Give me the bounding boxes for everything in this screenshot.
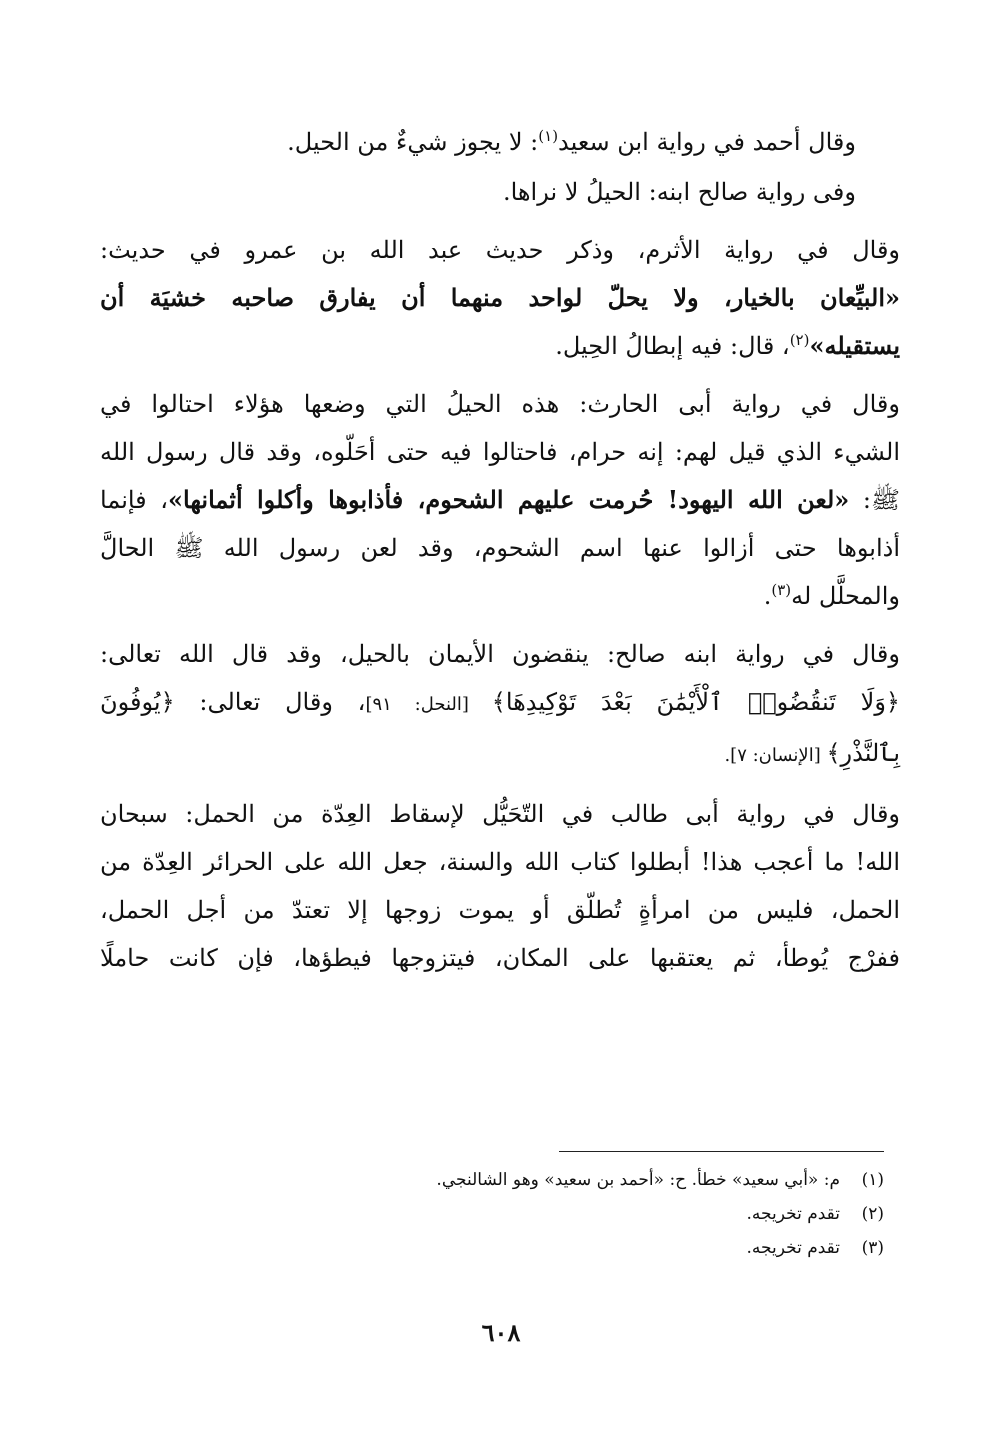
- page-body: [100, 118, 900, 992]
- paragraph-5-line-3: [100, 729, 900, 780]
- paragraph-6-line-2: الله! ما أعجب هذا! أبطلوا كتاب الله والسنة، جعل الله على الحرائر العِدّة من: [100, 848, 900, 876]
- paragraph-4-line-5-text: والمحلَّل له: [791, 582, 900, 610]
- footnote-2: [184, 1197, 884, 1231]
- footnote-2-number: (٢): [861, 1204, 884, 1224]
- paragraph-1-text-b: : لا يجوز شيءٌ من الحيل.: [287, 128, 539, 156]
- paragraph-4-line-3: [100, 476, 900, 524]
- paragraph-4-line-5-end: .: [763, 582, 772, 610]
- paragraph-4-line-5: [100, 572, 900, 620]
- paragraph-1-text-a: وقال أحمد في رواية ابن سعيد: [558, 128, 856, 156]
- paragraph-5-line-2-rest: ، وقال تعالى:: [174, 688, 366, 716]
- verse-ref-2: [الإنسان: ٧].: [724, 745, 827, 766]
- footnote-2-text: تقدم تخريجه.: [746, 1204, 840, 1224]
- footnote-divider: [559, 1151, 884, 1152]
- footnote-ref-3[interactable]: (٣): [771, 581, 792, 599]
- footnote-1: [184, 1163, 884, 1197]
- paragraph-3-line-3: [100, 322, 900, 370]
- paragraph-4-line-1: وقال في رواية أبى الحارث: هذه الحيلُ التي وضعها هؤلاء احتالوا في: [100, 390, 900, 418]
- paragraph-3-line-3-rest: ، قال: فيه إبطالُ الحِيل.: [555, 332, 790, 360]
- paragraph-4-line-4: أذابوها حتى أزالوا عنها اسم الشحوم، وقد لعن رسول الله ﷺ الحالَّ: [100, 534, 900, 562]
- paragraph-3-line-1: وقال في رواية الأثرم، وذكر حديث عبد الله بن عمرو في حديث:: [100, 236, 900, 264]
- quran-verse-2-end: بِٱلنَّذْرِ﴾: [826, 739, 900, 767]
- paragraph-3: [100, 226, 900, 370]
- footnote-1-number: (١): [861, 1170, 884, 1190]
- paragraph-5-line-1: وقال في رواية ابنه صالح: ينقضون الأيمان بالحيل، وقد قال الله تعالى:: [100, 640, 900, 668]
- footnotes: [184, 1163, 884, 1265]
- footnote-3-number: (٣): [861, 1238, 884, 1258]
- paragraph-1: [100, 118, 900, 166]
- footnote-ref-1[interactable]: (١): [538, 127, 559, 145]
- paragraph-6-line-1: وقال في رواية أبى طالب في التّحَيُّل لإسقاط العِدّة من الحمل: سبحان: [100, 800, 900, 828]
- paragraph-5-line-2: [100, 678, 900, 729]
- footnote-3: [184, 1231, 884, 1265]
- verse-ref-1: [النحل: ٩١]: [365, 694, 492, 715]
- hadith-end: يستقيله»: [809, 331, 900, 360]
- paragraph-4-line-3-rest: ، فإنما: [100, 486, 169, 514]
- footnote-ref-2[interactable]: (٢): [789, 331, 810, 349]
- quran-verse-1: ﴿وَلَا تَنقُضُوا۟ ٱلْأَيْمَٰنَ بَعْدَ تَوْكِيدِهَا﴾: [491, 688, 900, 716]
- paragraph-6-line-3: الحمل، فليس من امرأةٍ تُطلّق أو يموت زوجها إلا تعتدّ من أجل الحمل،: [100, 896, 900, 924]
- paragraph-5: [100, 630, 900, 780]
- paragraph-4-line-2: الشيء الذي قيل لهم: إنه حرام، فاحتالوا فيه حتى أحَلّوه، وقد قال رسول الله: [100, 438, 900, 466]
- page-number: ٦٠٨: [481, 1318, 521, 1347]
- quran-verse-2-start: ﴿يُوفُونَ: [100, 688, 175, 716]
- paragraph-6: [100, 790, 900, 982]
- footnote-1-text: م: «أبي سعيد» خطأ. ح: «أحمد بن سعيد» وهو الشالنجي.: [436, 1170, 840, 1190]
- paragraph-2: [100, 168, 900, 216]
- paragraph-4: [100, 380, 900, 620]
- paragraph-3-line-2: «البيِّعان بالخيار، ولا يحلّ لواحد منهما أن يفارق صاحبه خشيَة أن: [100, 283, 900, 312]
- salutation-glyph: ﷺ:: [849, 486, 900, 514]
- paragraph-2-text: وفى رواية صالح ابنه: الحيلُ لا نراها.: [502, 178, 856, 206]
- footnote-3-text: تقدم تخريجه.: [746, 1238, 840, 1258]
- paragraph-6-line-4: ففرْج يُوطأ، ثم يعتقبها على المكان، فيتزوجها فيطؤها، فإن كانت حاملًا: [100, 944, 900, 972]
- hadith-quote: «لعن الله اليهود! حُرمت عليهم الشحوم، فأذابوها وأكلوا أثمانها»: [168, 485, 850, 514]
